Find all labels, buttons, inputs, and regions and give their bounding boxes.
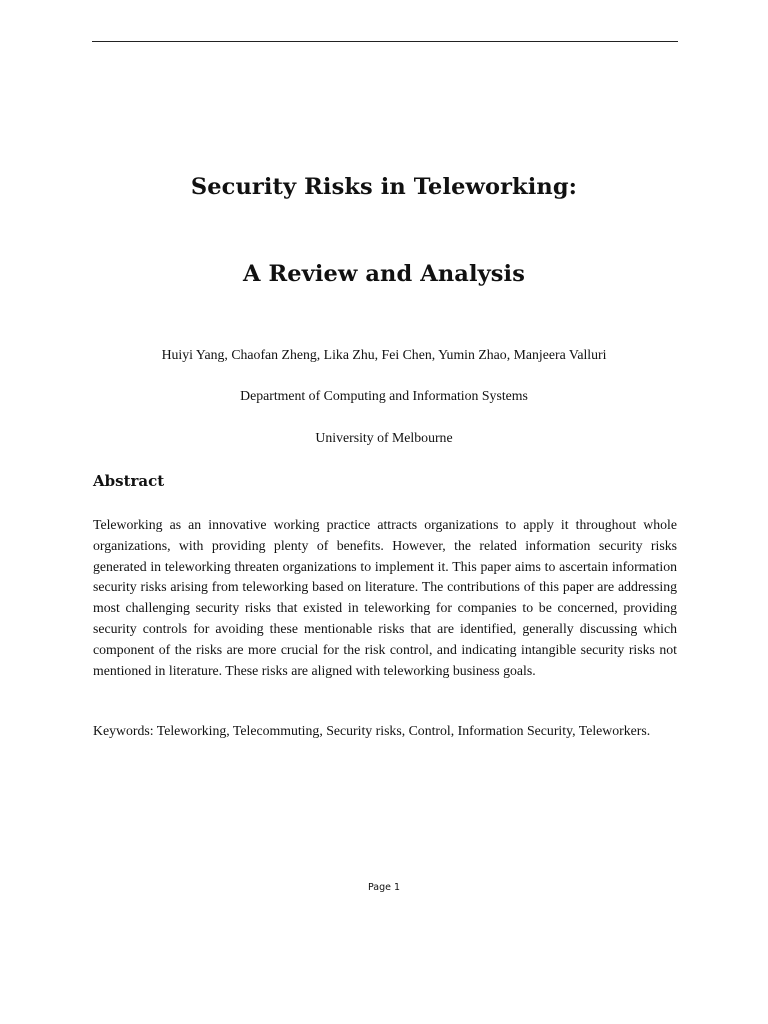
author-list: Huiyi Yang, Chaofan Zheng, Lika Zhu, Fei Chen, Yumin Zhao, Manjeera Valluri bbox=[161, 347, 607, 362]
affiliation-department: Department of Computing and Information Systems bbox=[240, 388, 528, 403]
keywords-line: Keywords: Teleworking, Telecommuting, Security risks, Control, Information Security, Teleworkers. bbox=[93, 723, 651, 738]
affiliation-university: University of Melbourne bbox=[315, 430, 453, 445]
paper-title-line-1: Security Risks in Teleworking: bbox=[190, 174, 578, 200]
abstract-text: Teleworking as an innovative working practice attracts organizations to apply it throughout whole organizations, with providing plenty of benefits. However, the related information security risks generated in teleworking threaten organizations to implement it. This paper aims to ascertain information security risks arising from teleworking based on literature. The contributions of this paper are addressing most challenging security risks that existed in teleworking for companies to be concerned, providing security controls for avoiding these mentionable risks that are identified, generally discussing which component of the risks are more crucial for the risk control, and indicating intangible security risks not mentioned in literature. These risks are aligned with teleworking business goals. bbox=[93, 517, 677, 678]
paper-title-line-2: A Review and Analysis bbox=[243, 261, 525, 287]
abstract-heading: Abstract bbox=[93, 472, 165, 490]
page-number: Page 1 bbox=[367, 882, 401, 893]
header-rule bbox=[92, 41, 678, 42]
